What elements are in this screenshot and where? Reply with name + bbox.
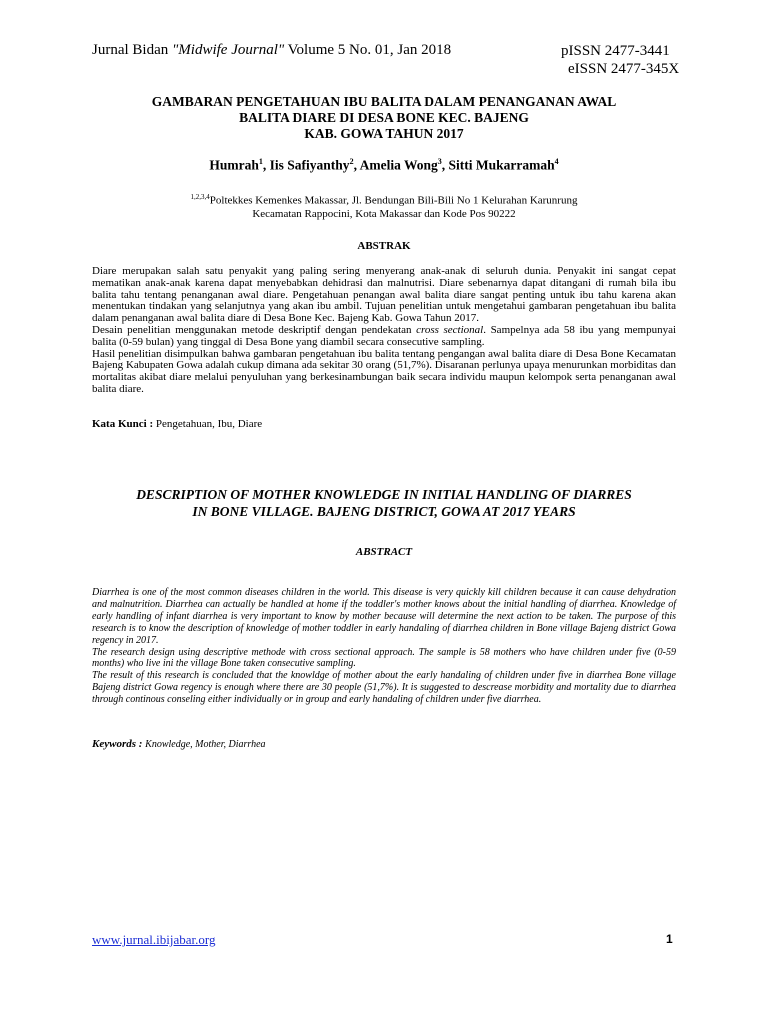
eissn: eISSN 2477-345X <box>568 61 680 77</box>
author-affil-number: 3 <box>437 157 442 166</box>
abstract-body <box>92 587 676 706</box>
title-line: GAMBARAN PENGETAHUAN IBU BALITA DALAM PENANGANAN AWAL <box>151 94 617 109</box>
abstrak-heading: ABSTRAK <box>357 240 411 252</box>
author-affil-number: 4 <box>554 157 559 166</box>
journal-website-link[interactable]: www.jurnal.ibijabar.org <box>92 932 216 947</box>
abstrak-italic-term: cross sectional <box>416 323 484 336</box>
journal-prefix: Jurnal Bidan <box>92 42 172 58</box>
abstract-heading: ABSTRACT <box>355 546 413 558</box>
abstract-paragraph: Diarrhea is one of the most common diseases children in the world. This disease is very quickly kill children because it can cause dehydration and malnutrition. Diarrhea can actually be handled at home if the toddler's mother knows about the initial handling of diarrhea. Knowledge of early handling of infant diarrhea is very important to know by mother because will determine the next action to be taken. The purpose of this research is to know the description of knowledge of mother toddler in early handaling of diarrhea children in Bone village Bajeng district Gowa regency in 2017. <box>92 587 676 646</box>
keywords <box>92 738 676 750</box>
keywords-label: Keywords : <box>92 738 146 750</box>
author-affil-number: 1 <box>258 157 263 166</box>
abstract-paragraph: The result of this research is concluded that the knowldge of mother about the early handaling of children under five in diarrhea Bone village Bajeng district Gowa regency is enough where there are 30 people (51,7%). It is suggested to descrease morbidity and mortality due to diarrhea through continous conseling either individually or in group and early handaling of children under five diarrhea. <box>92 670 676 706</box>
page-number: 1 <box>666 932 673 946</box>
kata-kunci-label: Kata Kunci : <box>92 418 156 430</box>
title-line: KAB. GOWA TAHUN 2017 <box>304 126 464 141</box>
affiliation <box>92 191 676 221</box>
pissn: pISSN 2477-3441 <box>561 43 670 59</box>
journal-name: "Midwife Journal" <box>172 42 285 58</box>
author-name: Sitti Mukarramah <box>448 157 555 173</box>
affiliation-line: Poltekkes Kemenkes Makassar, Jl. Bendungan Bili-Bili No 1 Kelurahan Karunrung <box>209 194 578 207</box>
kata-kunci-values: Pengetahuan, Ibu, Diare <box>155 418 263 430</box>
keywords-values: Knowledge, Mother, Diarrhea <box>145 739 266 750</box>
abstrak-paragraph: Diare merupakan salah satu penyakit yang paling sering menyerang anak-anak di seluruh dunia. Penyakit ini sangat cepat mematikan anak-anak karena dapat menyebabkan dehidrasi dan malnutrisi. Diare sebenarnya dapat ditangani di rumah bila ibu balita tahu tentang penanganan awal diare. Pengetahuan penangan awal balita diare sangat penting untuk ibu tahu karena akan menentukan tindakan yang selanjutnya yang akan ibu ambil. Tujuan penelitian untuk mengetahui gambaran pengetahuan ibu balita dalam penanganan awal balita diare di Desa Bone Kec. Bajeng Kab. Gowa Tahun 2017. <box>92 265 676 325</box>
abstract-paragraph: The research design using descriptive methode with cross sectional approach. The sample is 58 mothers who have children under five (0-59 months) who live ini the village Bone taken consecutive sampling. <box>92 646 676 670</box>
author-name: Humrah <box>209 157 259 173</box>
abstrak-text-run: . Sampelnya ada 58 ibu yang mempunyai balita (0-59 bulan) yang tinggal di Desa Bone yang diambil secara consecutive sampling. <box>92 323 677 348</box>
kata-kunci <box>92 418 676 430</box>
abstrak-text-run: Desain penelitian menggunakan metode deskriptif dengan pendekatan <box>92 323 417 336</box>
affiliation-numbers: 1,2,3,4 <box>190 193 210 201</box>
abstrak-paragraph: Hasil penelitian disimpulkan bahwa gambaran pengetahuan ibu balita tentang pengangan awal balita diare di Desa Bone Kecamatan Bajeng Kabupaten Gowa adalah cukup dimana ada sekitar 30 orang (51,7%). Disaranan perlunya upaya menurunkan morbiditas dan mortalitas akibat diare melalui penyuluhan yang berkesinambungan baik secara individu maupun kelompok serta penanganan awal balita diare. <box>92 347 676 395</box>
paper-title <box>92 94 676 142</box>
affiliation-line: Kecamatan Rappocini, Kota Makassar dan Kode Pos 90222 <box>252 207 516 220</box>
journal-header <box>92 42 451 59</box>
english-title <box>92 486 676 520</box>
author-list: Humrah$^1$, Iis Safiyanthy$^2$, Amelia Wong$^3$, Sitti Mukarramah$^4$ <box>209 157 559 173</box>
author-affil-number: 2 <box>349 157 354 166</box>
english-title-line: DESCRIPTION OF MOTHER KNOWLEDGE IN INITIAL HANDLING OF DIARRES <box>136 487 632 502</box>
abstrak-body <box>92 266 676 396</box>
author-name: Amelia Wong <box>359 157 438 173</box>
title-line: BALITA DIARE DI DESA BONE KEC. BAJENG <box>239 110 529 125</box>
issn-block <box>561 42 679 78</box>
english-title-line: IN BONE VILLAGE. BAJENG DISTRICT, GOWA AT 2017 YEARS <box>192 504 576 519</box>
author-name: Iis Safiyanthy <box>269 157 350 173</box>
journal-volume: Volume 5 No. 01, Jan 2018 <box>284 42 452 58</box>
abstrak-paragraph <box>92 325 676 349</box>
